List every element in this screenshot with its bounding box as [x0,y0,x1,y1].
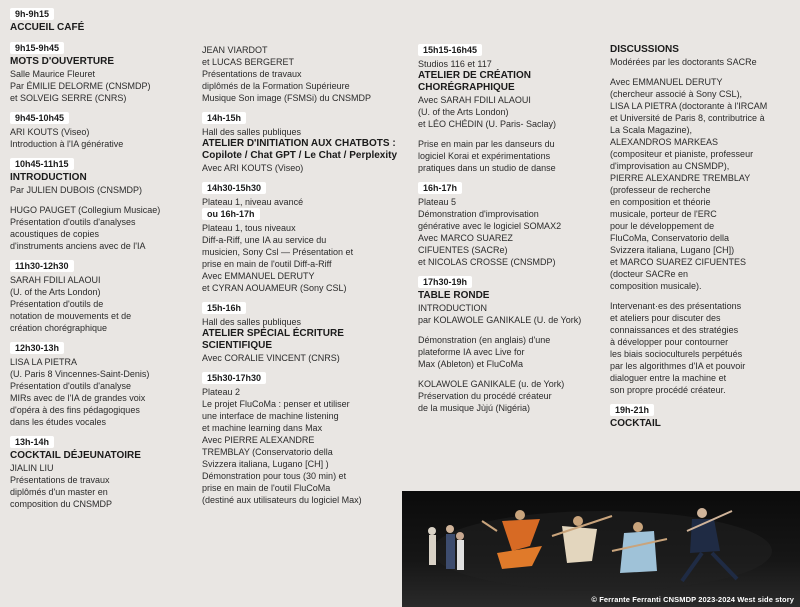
text-line: Par ÉMILIE DELORME (CNSMDP) [10,81,151,91]
text-line: KOLAWOLE GANIKALE (u. de York) [418,379,565,389]
text-line: dans les études vocales [10,417,107,427]
text-line: FluCoMa, Conservatorio della [610,233,730,243]
text-line: Avec MARCO SUAREZ [418,233,513,243]
text-line: musicale, porteur de l'ERC [610,209,717,219]
schedule-block [418,182,603,268]
text-line: notation de mouvements et de [10,311,132,321]
schedule-block [10,436,195,510]
text-line: diplômés d'un master en [10,487,108,497]
text-line: à développer pour contourner [610,337,729,347]
text-line: pratiques dans un studio de danse [418,163,556,173]
text-line: acoustiques de copies [10,229,100,239]
intro-block [202,44,407,104]
text-line: Studios 116 et 117 [418,59,492,69]
spacer [418,326,603,334]
text-line: Hall des salles publiques [202,317,302,327]
text-line: Présentation d'outils de [10,299,104,309]
text-line: et LUCAS BERGERET [202,57,295,67]
text-line: LISA LA PIETRA (doctorante à l'IRCAM [610,101,768,111]
text-line: générative avec le logiciel SOMAX2 [418,221,562,231]
text-line: prise en main de l'outil FluCoMa [202,483,331,493]
text-line: (professeur de recherche [610,185,711,195]
text-line: par KOLAWOLE GANIKALE (U. de York) [418,315,582,325]
text-line: et LÉO CHÉDIN (U. Paris- Saclay) [418,119,557,129]
text-line: Préservation du procédé créateur [418,391,552,401]
text-line: les biais socioculturels perpétués [610,349,743,359]
text-line: par les algorithmes d'IA et pouvoir [610,361,746,371]
time-badge: 9h45-10h45 [10,112,69,124]
session-title: ATELIER SPÉCIAL ÉCRITURE SCIENTIFIQUE [202,328,344,351]
text-line: MIRs avec de l'IA de grandes voix [10,393,146,403]
text-line: Modérées par les doctorants SACRe [610,57,757,67]
text-line: musicien, Sony Csl — Présentation et [202,247,354,257]
text-line: Présentation d'outils d'analyses [10,217,136,227]
text-line: en composition et théorie [610,197,711,207]
text-line: d'opéra à des fins pédagogiques [10,405,140,415]
text-line: (compositeur et pianiste, professeur [610,149,754,159]
text-line: et MARCO SUAREZ CIFUENTES [610,257,747,267]
text-line: une interface de machine listening [202,411,339,421]
text-line: Svizzera italiana, Lugano [CH]) [610,245,735,255]
text-line: Présentations de travaux [202,69,302,79]
text-line: Plateau 1, niveau avancé [202,197,304,207]
schedule-block [418,276,603,414]
text-line: et SOLVEIG SERRE (CNRS) [10,93,127,103]
column-2 [202,44,407,514]
text-line: de la musique Jùjú (Nigéria) [418,403,531,413]
text-line: prise en main de l'outil Diff-a-Riff [202,259,332,269]
text-line: PIERRE ALEXANDRE TREMBLAY [610,173,751,183]
text-line: Avec ARI KOUTS (Viseo) [202,163,304,173]
spacer [610,68,795,76]
text-line: Démonstration d'improvisation [418,209,539,219]
time-badge: 12h30-13h [10,342,64,354]
time-badge: 14h-15h [202,112,246,124]
schedule-block [418,44,603,174]
text-line: dialoguer entre la machine et [610,373,727,383]
text-line: Avec PIERRE ALEXANDRE [202,435,315,445]
text-line: son propre procédé créateur. [610,385,726,395]
text-line: composition musicale). [610,281,702,291]
spacer [418,130,603,138]
photo-credit: © Ferrante Ferranti CNSMDP 2023-2024 West side story [591,595,794,604]
text-line: Le projet FluCoMa : penser et utiliser [202,399,350,409]
schedule-block [10,8,195,34]
schedule-block [202,372,407,506]
time-badge: 11h30-12h30 [10,260,74,272]
text-line: et machine learning dans Max [202,423,323,433]
text-line: d'improvisation au CNSMDP), [610,161,730,171]
text-line: ALEXANDROS MARKEAS [610,137,719,147]
text-line: Introduction à l'IA générative [10,139,124,149]
time-badge: ou 16h-17h [202,208,260,220]
text-line: Avec EMMANUEL DERUTY [610,77,723,87]
cocktail-block [610,404,795,430]
column-4 [610,44,795,438]
schedule-block [10,260,195,334]
spacer [10,196,195,204]
spacer [610,292,795,300]
text-line: (chercheur associé à Sony CSL), [610,89,743,99]
text-line: (U. Paris 8 Vincennes-Saint-Denis) [10,369,150,379]
text-line: et CYRAN AOUAMEUR (Sony CSL) [202,283,347,293]
text-line: et Université de Paris 8, contributrice à [610,113,765,123]
text-line: Plateau 2 [202,387,241,397]
text-line: et ateliers pour discuter des [610,313,721,323]
spacer [418,370,603,378]
text-line: composition du CNSMDP [10,499,113,509]
text-line: Démonstration (en anglais) d'une [418,335,551,345]
text-line: connaissances et des stratégies [610,325,739,335]
text-line: Présentations de travaux [10,475,110,485]
text-line: LISA LA PIETRA [10,357,78,367]
text-line: diplômés de la Formation Supérieure [202,81,350,91]
text-line: Max (Ableton) et FluCoMa [418,359,524,369]
discussions-block [610,44,795,396]
text-line: Avec CORALIE VINCENT (CNRS) [202,353,340,363]
text-line: INTRODUCTION [418,303,487,313]
schedule-block [202,112,407,174]
text-line: Hall des salles publiques [202,127,302,137]
time-badge: 9h-9h15 [10,8,54,20]
text-line: Avec SARAH FDILI ALAOUI [418,95,531,105]
time-badge: 19h-21h [610,404,654,416]
session-title: TABLE RONDE [418,290,490,301]
text-line: Musique Son image (FSMSi) du CNSMDP [202,93,372,103]
session-title: MOTS D'OUVERTURE [10,56,115,67]
session-title: ATELIER DE CRÉATION CHORÉGRAPHIQUE [418,70,531,93]
dance-photo [402,491,800,607]
time-badge: 15h15-16h45 [418,44,482,56]
schedule-block [10,42,195,104]
text-line: Svizzera italiana, Lugano [CH] ) [202,459,329,469]
schedule-block [10,342,195,428]
text-line: Avec EMMANUEL DERUTY [202,271,315,281]
text-line: (destiné aux utilisateurs du logiciel Max) [202,495,362,505]
session-title: COCKTAIL DÉJEUNATOIRE [10,450,141,461]
schedule-block [202,302,407,364]
time-badge: 16h-17h [418,182,462,194]
time-badge: 9h15-9h45 [10,42,64,54]
session-title: ACCUEIL CAFÉ [10,22,85,33]
text-line: Démonstration pour tous (30 min) et [202,471,347,481]
time-badge: 14h30-15h30 [202,182,266,194]
text-line: et NICOLAS CROSSE (CNSMDP) [418,257,556,267]
text-line: pour le développement de [610,221,715,231]
text-line: Diff-a-Riff, une IA au service du [202,235,327,245]
text-line: (U. of the Arts London) [418,107,509,117]
time-badge: 15h30-17h30 [202,372,266,384]
text-line: Plateau 1, tous niveaux [202,223,296,233]
text-line: ARI KOUTS (Viseo) [10,127,90,137]
text-line: d'instruments anciens avec de l'IA [10,241,146,251]
session-title: ATELIER D'INITIATION AUX CHATBOTS : Copilote / Chat GPT / Le Chat / Perplexity [202,138,398,161]
column-3 [418,44,603,422]
text-line: HUGO PAUGET (Collegium Musicae) [10,205,161,215]
text-line: Plateau 5 [418,197,457,207]
session-title: INTRODUCTION [10,172,87,183]
text-line: SARAH FDILI ALAOUI [10,275,101,285]
text-line: Par JULIEN DUBOIS (CNSMDP) [10,185,143,195]
text-line: (docteur SACRe en [610,269,689,279]
time-badge: 13h-14h [10,436,54,448]
time-badge: 15h-16h [202,302,246,314]
time-badge: 17h30-19h [418,276,472,288]
time-badge: 10h45-11h15 [10,158,74,170]
text-line: création chorégraphique [10,323,108,333]
session-title: COCKTAIL [610,418,661,429]
text-line: Intervenant·es des présentations [610,301,742,311]
text-line: La Scala Magazine), [610,125,693,135]
text-line: logiciel Korai et expérimentations [418,151,551,161]
column-1 [10,8,195,518]
text-line: plateforme IA avec Live for [418,347,525,357]
text-line: (U. of the Arts London) [10,287,101,297]
text-line: TREMBLAY (Conservatorio della [202,447,333,457]
discussions-title: DISCUSSIONS [610,44,679,55]
text-line: CIFUENTES (SACRe) [418,245,508,255]
text-line: Salle Maurice Fleuret [10,69,96,79]
text-line: JIALIN LIU [10,463,54,473]
text-line: JEAN VIARDOT [202,45,268,55]
schedule-block [10,112,195,150]
text-line: Prise en main par les danseurs du [418,139,555,149]
schedule-block [202,182,407,294]
schedule-block [10,158,195,252]
text-line: Présentation d'outils d'analyse [10,381,132,391]
dancers-illustration [402,491,800,607]
